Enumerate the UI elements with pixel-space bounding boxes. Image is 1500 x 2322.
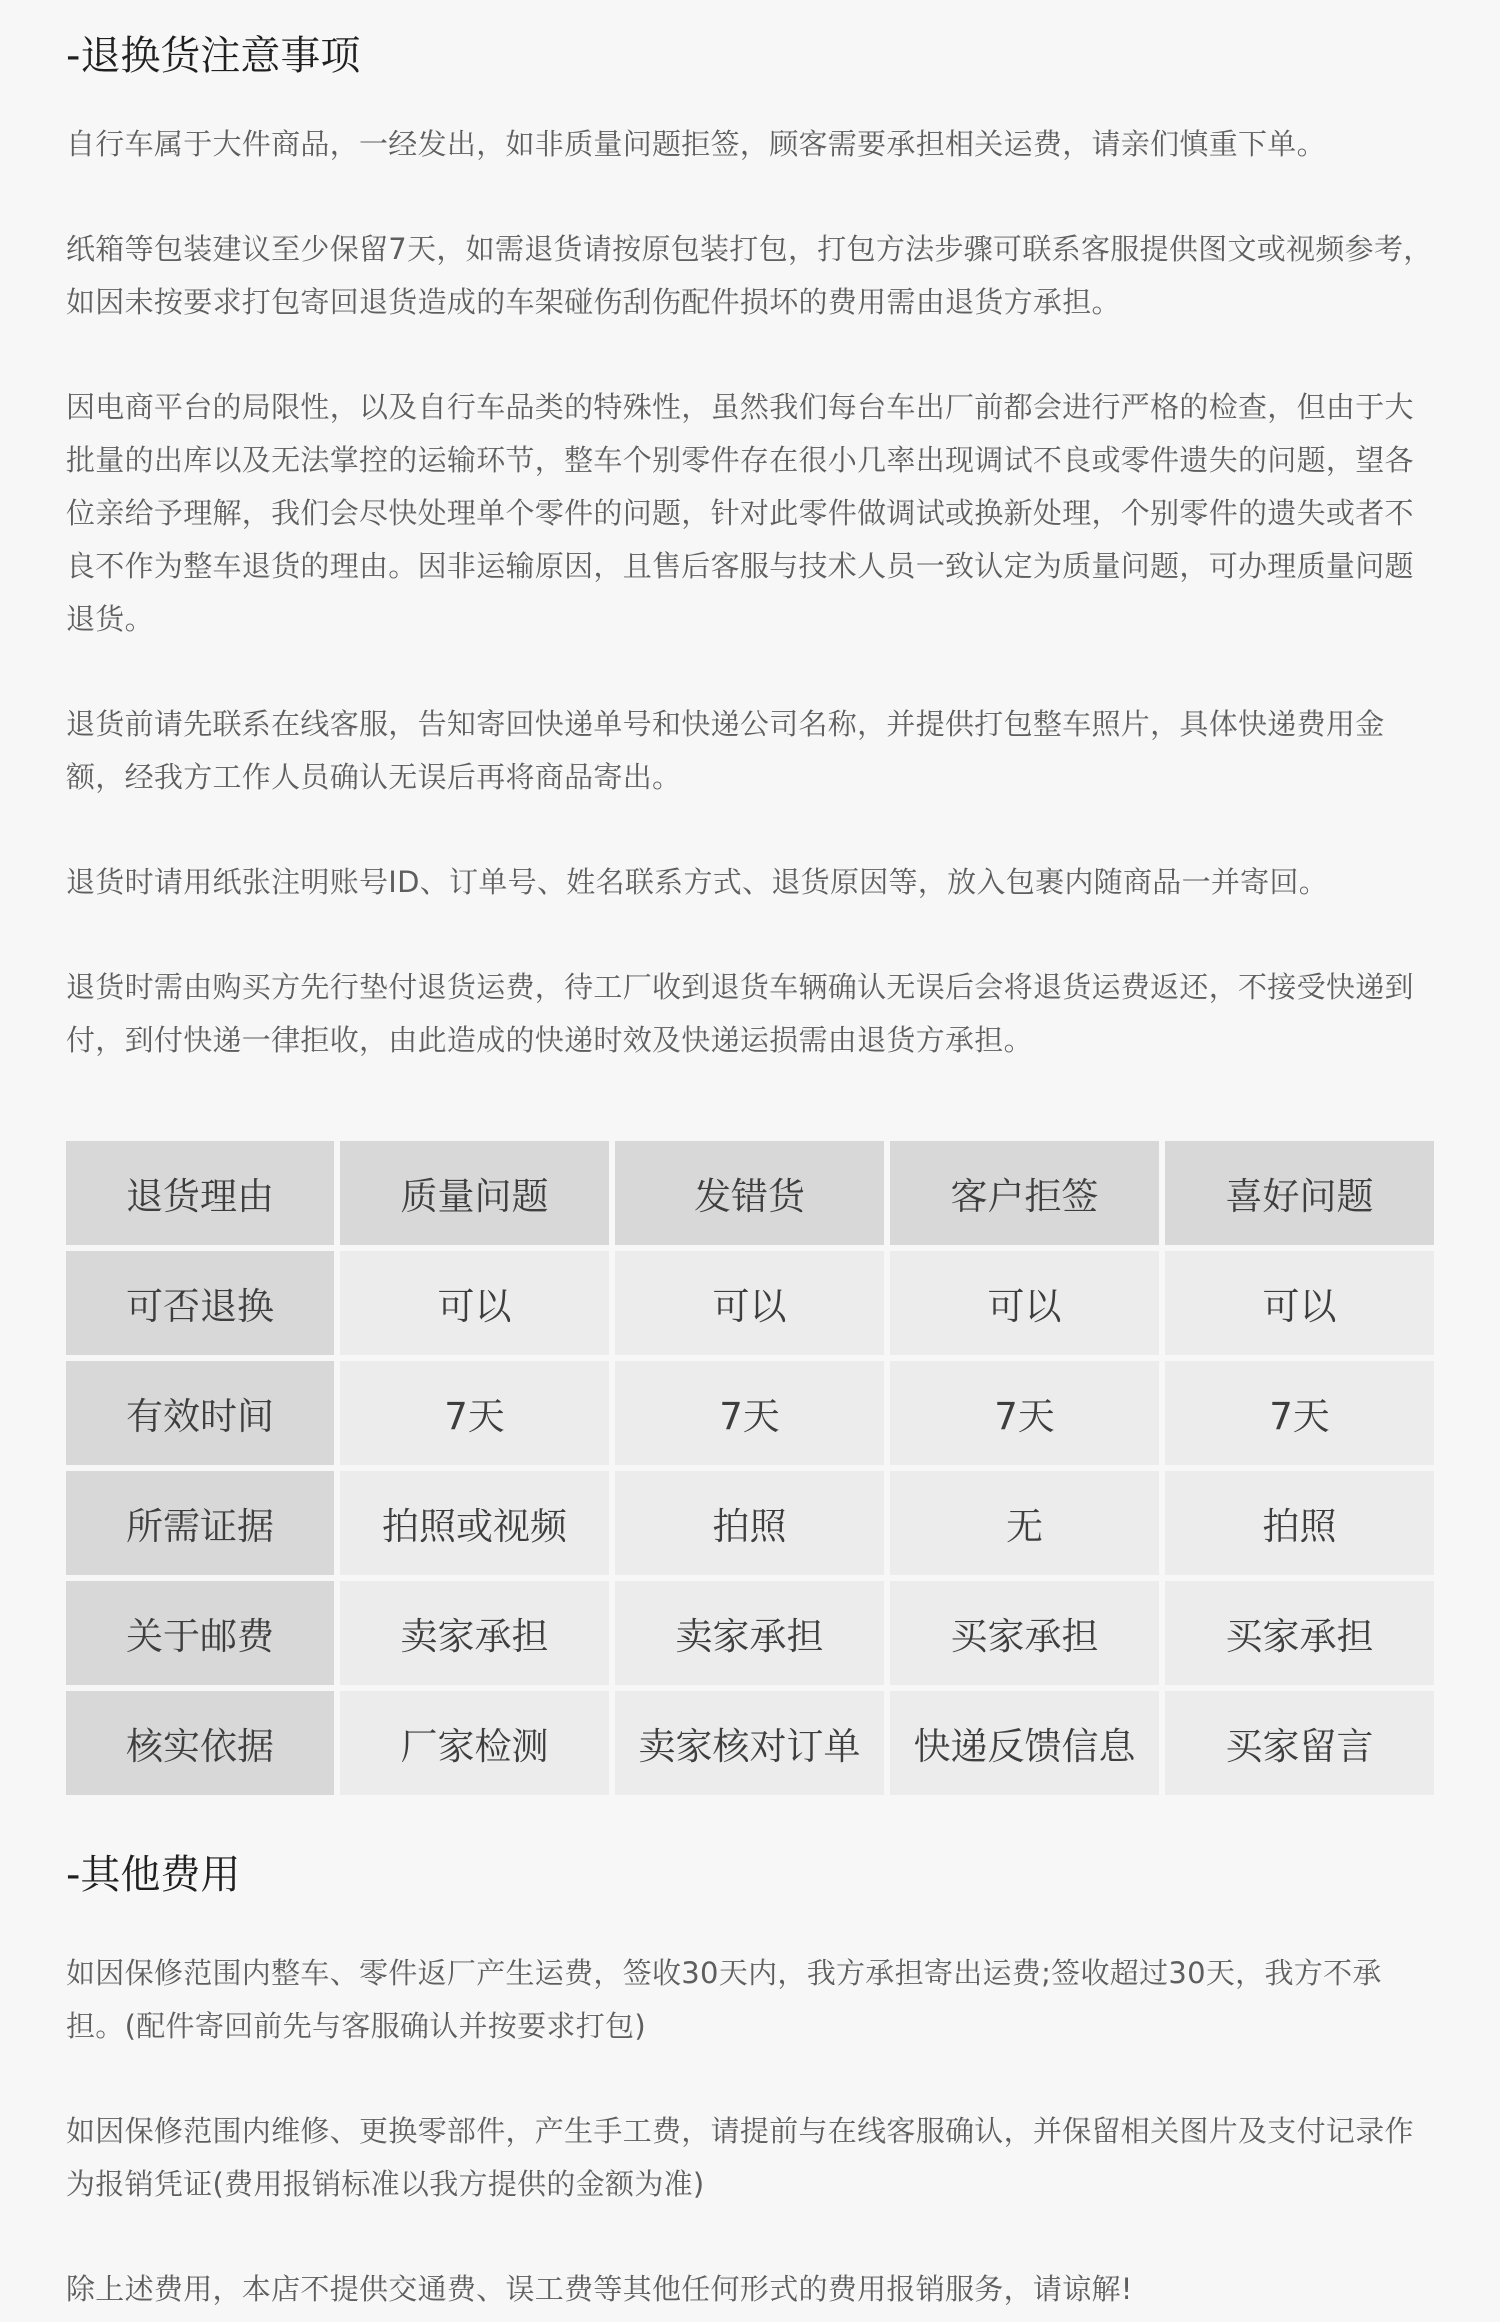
fees-paragraph: 如因保修范围内维修、更换零部件，产生手工费，请提前与在线客服确认，并保留相关图片及支付记录作为报销凭证(费用报销标准以我方提供的金额为准) bbox=[66, 2114, 1414, 2201]
table-row bbox=[66, 1471, 1434, 1575]
table-cell: 7天 bbox=[615, 1361, 884, 1465]
returns-policy-table bbox=[60, 1135, 1440, 1801]
table-row bbox=[66, 1361, 1434, 1465]
table-row bbox=[66, 1251, 1434, 1355]
table-header-cell: 质量问题 bbox=[340, 1141, 609, 1245]
table-cell: 买家承担 bbox=[890, 1581, 1159, 1685]
fees-paragraph: 如因保修范围内整车、零件返厂产生运费，签收30天内，我方承担寄出运费;签收超过30天，我方不承担。(配件寄回前先与客服确认并按要求打包) bbox=[66, 1956, 1382, 2043]
returns-paragraph: 退货时请用纸张注明账号ID、订单号、姓名联系方式、退货原因等，放入包裹内随商品一并寄回。 bbox=[66, 865, 1329, 899]
table-header-cell: 退货理由 bbox=[66, 1141, 334, 1245]
table-cell: 卖家核对订单 bbox=[615, 1691, 884, 1795]
table-header-cell: 喜好问题 bbox=[1165, 1141, 1434, 1245]
table-header-cell: 客户拒签 bbox=[890, 1141, 1159, 1245]
table-row-label: 有效时间 bbox=[66, 1361, 334, 1465]
fees-paragraph: 除上述费用，本店不提供交通费、误工费等其他任何形式的费用报销服务，请谅解! bbox=[66, 2272, 1133, 2306]
table-row-label: 所需证据 bbox=[66, 1471, 334, 1575]
table-cell: 卖家承担 bbox=[615, 1581, 884, 1685]
table-cell: 拍照或视频 bbox=[340, 1471, 609, 1575]
table-cell: 卖家承担 bbox=[340, 1581, 609, 1685]
policy-document bbox=[66, 0, 1434, 2316]
table-cell: 7天 bbox=[1165, 1361, 1434, 1465]
returns-paragraph: 退货前请先联系在线客服，告知寄回快递单号和快递公司名称，并提供打包整车照片，具体快递费用金额，经我方工作人员确认无误后再将商品寄出。 bbox=[66, 707, 1385, 794]
fees-heading: -其他费用 bbox=[66, 1852, 241, 1898]
table-cell: 拍照 bbox=[615, 1471, 884, 1575]
table-cell: 买家留言 bbox=[1165, 1691, 1434, 1795]
table-header-cell: 发错货 bbox=[615, 1141, 884, 1245]
table-cell: 可以 bbox=[1165, 1251, 1434, 1355]
table-row bbox=[66, 1691, 1434, 1795]
returns-paragraph: 自行车属于大件商品，一经发出，如非质量问题拒签，顾客需要承担相关运费，请亲们慎重下单。 bbox=[66, 127, 1326, 161]
table-row-label: 核实依据 bbox=[66, 1691, 334, 1795]
table-cell: 7天 bbox=[890, 1361, 1159, 1465]
table-cell: 拍照 bbox=[1165, 1471, 1434, 1575]
table-row-label: 关于邮费 bbox=[66, 1581, 334, 1685]
table-cell: 买家承担 bbox=[1165, 1581, 1434, 1685]
table-header-row bbox=[66, 1141, 1434, 1245]
returns-paragraph: 退货时需由购买方先行垫付退货运费，待工厂收到退货车辆确认无误后会将退货运费返还，不接受快递到付，到付快递一律拒收，由此造成的快递时效及快递运损需由退货方承担。 bbox=[66, 970, 1414, 1057]
table-cell: 可以 bbox=[615, 1251, 884, 1355]
table-cell: 可以 bbox=[890, 1251, 1159, 1355]
table-cell: 厂家检测 bbox=[340, 1691, 609, 1795]
table-cell: 可以 bbox=[340, 1251, 609, 1355]
returns-paragraph: 因电商平台的局限性，以及自行车品类的特殊性，虽然我们每台车出厂前都会进行严格的检查，但由于大批量的出库以及无法掌控的运输环节，整车个别零件存在很小几率出现调试不良或零件遗失的问题，望各位亲给予理解，我们会尽快处理单个零件的问题，针对此零件做调试或换新处理，个别零件的遗失或者不良不作为整车退货的理由。因非运输原因，且售后客服与技术人员一致认定为质量问题，可办理质量问题退货。 bbox=[66, 390, 1414, 636]
table-cell: 7天 bbox=[340, 1361, 609, 1465]
table-cell: 无 bbox=[890, 1471, 1159, 1575]
table-row-label: 可否退换 bbox=[66, 1251, 334, 1355]
table-cell: 快递反馈信息 bbox=[890, 1691, 1159, 1795]
returns-paragraph: 纸箱等包装建议至少保留7天，如需退货请按原包装打包，打包方法步骤可联系客服提供图文或视频参考，如因未按要求打包寄回退货造成的车架碰伤刮伤配件损坏的费用需由退货方承担。 bbox=[66, 232, 1433, 319]
table-row bbox=[66, 1581, 1434, 1685]
returns-heading: -退换货注意事项 bbox=[66, 33, 361, 79]
